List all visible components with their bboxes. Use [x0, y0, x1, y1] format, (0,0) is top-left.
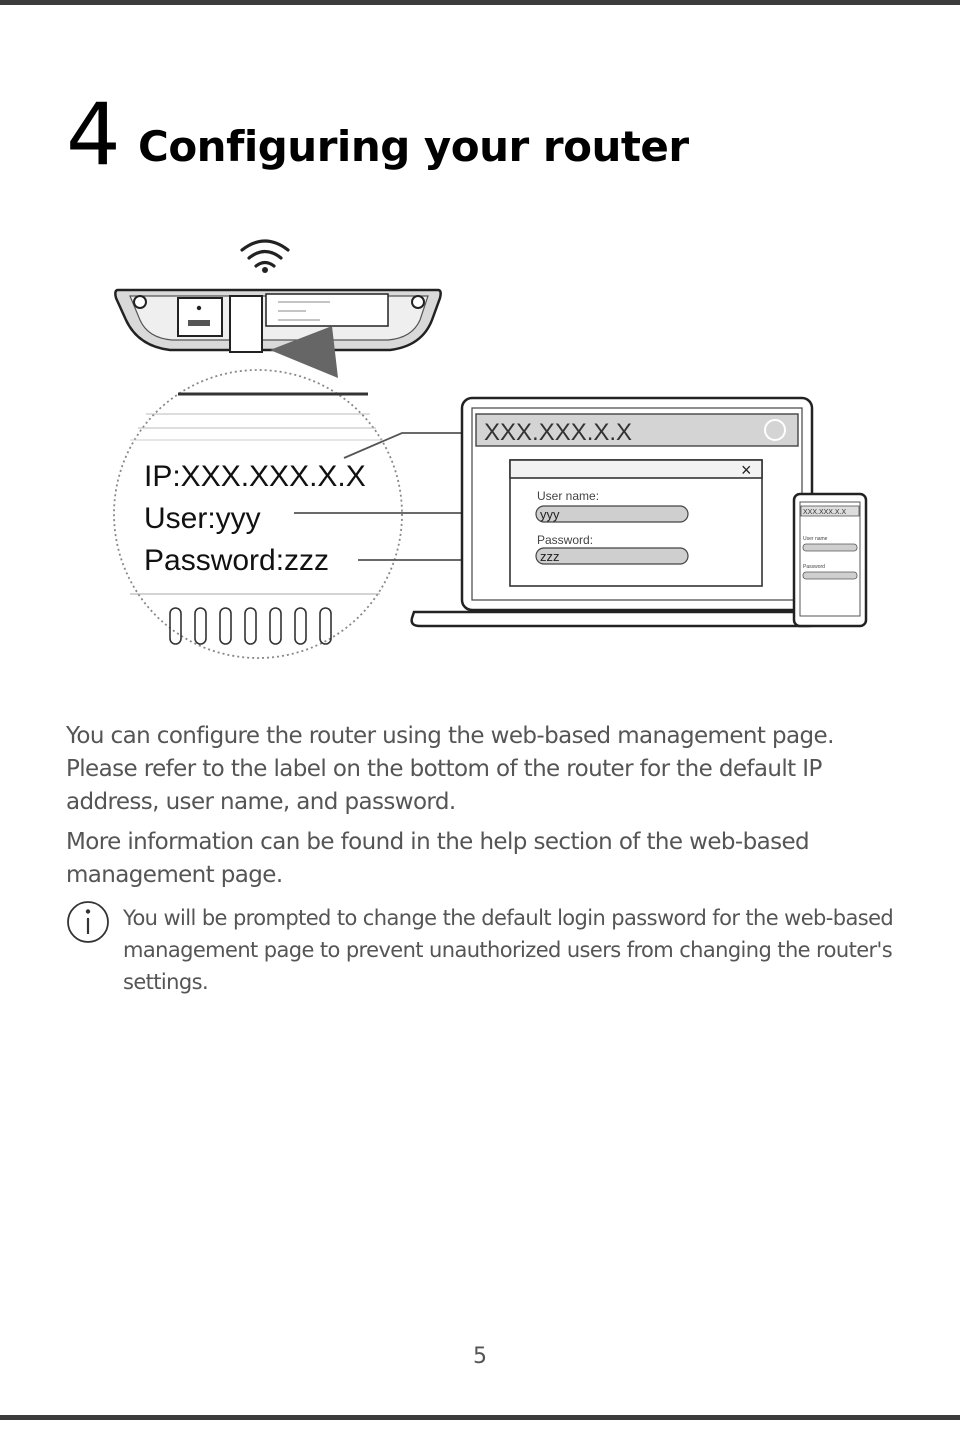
info-icon: [66, 900, 110, 944]
browser-address-bar: XXX.XXX.X.X: [484, 419, 633, 446]
intro-paragraph: You can configure the router using the web-based management page. Please refer to the label on the bottom of the router for the default IP address, user name, and password.: [66, 723, 834, 815]
label-user: User:yyy: [144, 502, 261, 535]
chapter-number: 4: [66, 85, 121, 185]
dialog-username-field: yyy: [540, 507, 560, 522]
router-icon: [115, 290, 440, 378]
phone-username-label: User name: [803, 536, 828, 542]
chapter-title: Configuring your router: [138, 122, 689, 171]
note-text: You will be prompted to change the default login password for the web-based management page to prevent unauthorized users from changing the router's settings.: [123, 906, 894, 994]
page-number: 5: [473, 1344, 487, 1369]
close-icon: ×: [741, 460, 752, 480]
phone-address-bar: XXX.XXX.X.X: [803, 509, 847, 516]
wifi-icon: [242, 241, 288, 273]
label-ip: IP:XXX.XXX.X.X: [144, 460, 366, 493]
top-rule: [0, 0, 960, 5]
phone-password-label: Password: [803, 564, 825, 570]
label-password: Password:zzz: [144, 544, 330, 577]
help-paragraph: More information can be found in the help section of the web-based management page.: [66, 829, 810, 888]
dialog-password-field: zzz: [540, 549, 560, 564]
dialog-password-label: Password:: [537, 533, 594, 547]
bottom-rule: [0, 1415, 960, 1420]
dialog-username-label: User name:: [537, 489, 600, 503]
router-setup-illustration: [100, 228, 880, 668]
